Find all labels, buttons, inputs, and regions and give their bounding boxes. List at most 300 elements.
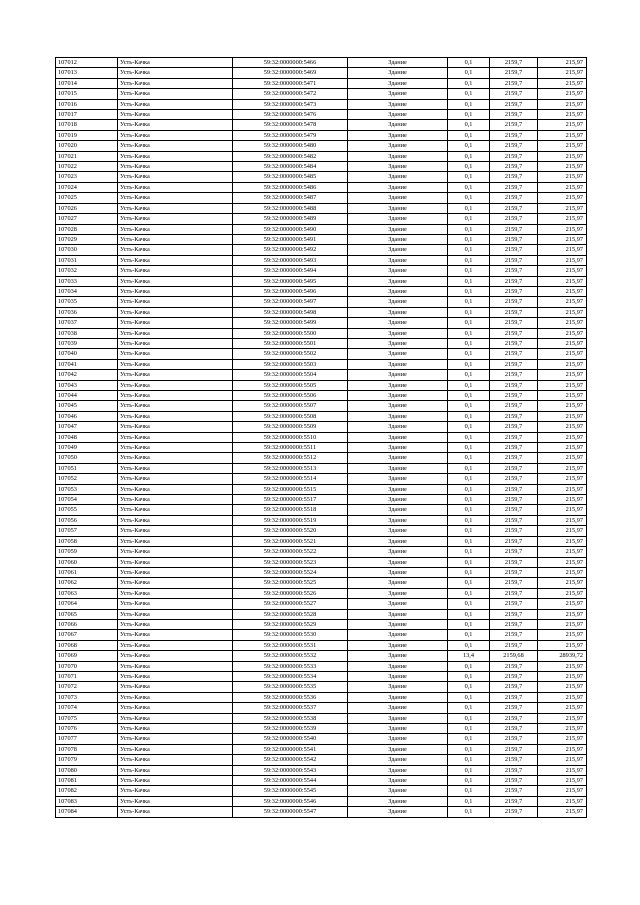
cell-total-value: 215,97 xyxy=(538,422,587,432)
cell-cadastral-number: 59:32:0000000:5538 xyxy=(233,713,348,723)
cell-locality: Усть-Качка xyxy=(118,172,233,182)
cell-object-type: Здание xyxy=(348,557,448,567)
cell-locality: Усть-Качка xyxy=(118,744,233,754)
table-row xyxy=(56,536,587,546)
cell-cadastral-number: 59:32:0000000:5466 xyxy=(233,58,348,68)
cell-area: 0,1 xyxy=(448,89,490,99)
cell-unit-value: 2159,68 xyxy=(490,651,538,661)
cell-object-type: Здание xyxy=(348,724,448,734)
cell-record-number: 107041 xyxy=(56,359,118,369)
cell-area: 0,1 xyxy=(448,724,490,734)
cell-record-number: 107069 xyxy=(56,651,118,661)
cell-unit-value: 2159,7 xyxy=(490,359,538,369)
cell-unit-value: 2159,7 xyxy=(490,515,538,525)
cell-locality: Усть-Качка xyxy=(118,338,233,348)
cell-record-number: 107015 xyxy=(56,89,118,99)
table-row xyxy=(56,671,587,681)
cell-area: 0,1 xyxy=(448,755,490,765)
cell-locality: Усть-Качка xyxy=(118,307,233,317)
cell-total-value: 215,97 xyxy=(538,630,587,640)
cell-record-number: 107021 xyxy=(56,151,118,161)
cell-area: 0,1 xyxy=(448,807,490,817)
cell-cadastral-number: 59:32:0000000:5487 xyxy=(233,193,348,203)
cell-unit-value: 2159,7 xyxy=(490,203,538,213)
cell-object-type: Здание xyxy=(348,734,448,744)
table-row xyxy=(56,495,587,505)
cell-object-type: Здание xyxy=(348,214,448,224)
cell-record-number: 107022 xyxy=(56,162,118,172)
cell-total-value: 215,97 xyxy=(538,599,587,609)
cell-locality: Усть-Качка xyxy=(118,734,233,744)
cell-locality: Усть-Качка xyxy=(118,411,233,421)
cell-locality: Усть-Качка xyxy=(118,515,233,525)
cell-record-number: 107073 xyxy=(56,692,118,702)
table-row xyxy=(56,78,587,88)
cell-unit-value: 2159,7 xyxy=(490,193,538,203)
cell-object-type: Здание xyxy=(348,328,448,338)
cell-unit-value: 2159,7 xyxy=(490,734,538,744)
cell-locality: Усть-Качка xyxy=(118,203,233,213)
cell-cadastral-number: 59:32:0000000:5521 xyxy=(233,536,348,546)
cell-unit-value: 2159,7 xyxy=(490,432,538,442)
cell-area: 0,1 xyxy=(448,682,490,692)
cell-area: 0,1 xyxy=(448,151,490,161)
cell-record-number: 107037 xyxy=(56,318,118,328)
cell-object-type: Здание xyxy=(348,474,448,484)
cell-object-type: Здание xyxy=(348,120,448,130)
cell-locality: Усть-Качка xyxy=(118,505,233,515)
cell-object-type: Здание xyxy=(348,578,448,588)
cell-unit-value: 2159,7 xyxy=(490,276,538,286)
table-row xyxy=(56,307,587,317)
cell-locality: Усть-Качка xyxy=(118,651,233,661)
cell-unit-value: 2159,7 xyxy=(490,370,538,380)
cell-total-value: 215,97 xyxy=(538,526,587,536)
table-row xyxy=(56,578,587,588)
cell-cadastral-number: 59:32:0000000:5506 xyxy=(233,391,348,401)
cell-cadastral-number: 59:32:0000000:5499 xyxy=(233,318,348,328)
cell-area: 0,1 xyxy=(448,172,490,182)
table-row xyxy=(56,755,587,765)
cell-record-number: 107020 xyxy=(56,141,118,151)
table-row xyxy=(56,214,587,224)
cell-total-value: 215,97 xyxy=(538,661,587,671)
cell-area: 0,1 xyxy=(448,297,490,307)
cell-object-type: Здание xyxy=(348,807,448,817)
table-row xyxy=(56,422,587,432)
cell-unit-value: 2159,7 xyxy=(490,89,538,99)
cell-locality: Усть-Качка xyxy=(118,661,233,671)
cell-cadastral-number: 59:32:0000000:5502 xyxy=(233,349,348,359)
cell-object-type: Здание xyxy=(348,68,448,78)
table-row xyxy=(56,640,587,650)
cell-total-value: 215,97 xyxy=(538,245,587,255)
cell-record-number: 107025 xyxy=(56,193,118,203)
cell-object-type: Здание xyxy=(348,110,448,120)
cell-object-type: Здание xyxy=(348,297,448,307)
cell-cadastral-number: 59:32:0000000:5498 xyxy=(233,307,348,317)
cell-total-value: 215,97 xyxy=(538,671,587,681)
cell-cadastral-number: 59:32:0000000:5541 xyxy=(233,744,348,754)
cell-cadastral-number: 59:32:0000000:5545 xyxy=(233,786,348,796)
cell-locality: Усть-Качка xyxy=(118,682,233,692)
cell-record-number: 107034 xyxy=(56,286,118,296)
cell-record-number: 107066 xyxy=(56,619,118,629)
cell-area: 0,1 xyxy=(448,599,490,609)
cell-cadastral-number: 59:32:0000000:5480 xyxy=(233,141,348,151)
cell-unit-value: 2159,7 xyxy=(490,578,538,588)
cell-record-number: 107075 xyxy=(56,713,118,723)
cell-locality: Усть-Качка xyxy=(118,713,233,723)
cell-unit-value: 2159,7 xyxy=(490,463,538,473)
cell-cadastral-number: 59:32:0000000:5540 xyxy=(233,734,348,744)
table-row xyxy=(56,630,587,640)
cell-area: 0,1 xyxy=(448,245,490,255)
table-row xyxy=(56,411,587,421)
cell-area: 0,1 xyxy=(448,255,490,265)
cell-cadastral-number: 59:32:0000000:5518 xyxy=(233,505,348,515)
cell-locality: Усть-Качка xyxy=(118,276,233,286)
cell-total-value: 215,97 xyxy=(538,515,587,525)
cell-record-number: 107076 xyxy=(56,724,118,734)
cell-record-number: 107052 xyxy=(56,474,118,484)
cell-area: 0,1 xyxy=(448,796,490,806)
cell-object-type: Здание xyxy=(348,588,448,598)
table-row xyxy=(56,391,587,401)
cell-locality: Усть-Качка xyxy=(118,58,233,68)
cell-locality: Усть-Качка xyxy=(118,193,233,203)
cell-cadastral-number: 59:32:0000000:5520 xyxy=(233,526,348,536)
cell-record-number: 107071 xyxy=(56,671,118,681)
cell-locality: Усть-Качка xyxy=(118,557,233,567)
cell-unit-value: 2159,7 xyxy=(490,495,538,505)
cell-cadastral-number: 59:32:0000000:5496 xyxy=(233,286,348,296)
cell-object-type: Здание xyxy=(348,526,448,536)
cell-record-number: 107031 xyxy=(56,255,118,265)
cell-unit-value: 2159,7 xyxy=(490,619,538,629)
cell-total-value: 215,97 xyxy=(538,453,587,463)
cell-area: 0,1 xyxy=(448,214,490,224)
table-row xyxy=(56,318,587,328)
table-row xyxy=(56,338,587,348)
cell-locality: Усть-Качка xyxy=(118,182,233,192)
cell-unit-value: 2159,7 xyxy=(490,401,538,411)
cell-total-value: 215,97 xyxy=(538,141,587,151)
cell-object-type: Здание xyxy=(348,89,448,99)
table-row xyxy=(56,193,587,203)
cell-area: 0,1 xyxy=(448,609,490,619)
cell-area: 0,1 xyxy=(448,536,490,546)
cell-object-type: Здание xyxy=(348,755,448,765)
cell-total-value: 215,97 xyxy=(538,266,587,276)
table-row xyxy=(56,526,587,536)
cell-unit-value: 2159,7 xyxy=(490,162,538,172)
table-row xyxy=(56,734,587,744)
table-row xyxy=(56,58,587,68)
cell-total-value: 215,97 xyxy=(538,214,587,224)
cell-locality: Усть-Качка xyxy=(118,495,233,505)
cell-total-value: 215,97 xyxy=(538,411,587,421)
table-row xyxy=(56,692,587,702)
cell-total-value: 215,97 xyxy=(538,276,587,286)
cell-object-type: Здание xyxy=(348,692,448,702)
table-row xyxy=(56,744,587,754)
cell-total-value: 215,97 xyxy=(538,193,587,203)
cell-locality: Усть-Качка xyxy=(118,776,233,786)
cell-cadastral-number: 59:32:0000000:5510 xyxy=(233,432,348,442)
cell-area: 0,1 xyxy=(448,515,490,525)
cell-record-number: 107053 xyxy=(56,484,118,494)
cell-record-number: 107016 xyxy=(56,99,118,109)
cell-locality: Усть-Качка xyxy=(118,130,233,140)
cell-locality: Усть-Качка xyxy=(118,141,233,151)
cell-unit-value: 2159,7 xyxy=(490,474,538,484)
cell-unit-value: 2159,7 xyxy=(490,661,538,671)
cell-total-value: 215,97 xyxy=(538,99,587,109)
cell-unit-value: 2159,7 xyxy=(490,68,538,78)
cell-unit-value: 2159,7 xyxy=(490,422,538,432)
cell-unit-value: 2159,7 xyxy=(490,99,538,109)
cell-cadastral-number: 59:32:0000000:5527 xyxy=(233,599,348,609)
cell-locality: Усть-Качка xyxy=(118,484,233,494)
cell-unit-value: 2159,7 xyxy=(490,349,538,359)
cell-record-number: 107013 xyxy=(56,68,118,78)
cell-record-number: 107084 xyxy=(56,807,118,817)
cell-unit-value: 2159,7 xyxy=(490,671,538,681)
table-row xyxy=(56,151,587,161)
table-row xyxy=(56,453,587,463)
cell-unit-value: 2159,7 xyxy=(490,182,538,192)
cell-cadastral-number: 59:32:0000000:5530 xyxy=(233,630,348,640)
cell-total-value: 215,97 xyxy=(538,713,587,723)
cell-cadastral-number: 59:32:0000000:5505 xyxy=(233,380,348,390)
cell-locality: Усть-Качка xyxy=(118,671,233,681)
cell-object-type: Здание xyxy=(348,172,448,182)
cell-object-type: Здание xyxy=(348,796,448,806)
cell-area: 0,1 xyxy=(448,567,490,577)
cell-unit-value: 2159,7 xyxy=(490,567,538,577)
cell-unit-value: 2159,7 xyxy=(490,338,538,348)
cell-cadastral-number: 59:32:0000000:5542 xyxy=(233,755,348,765)
cell-record-number: 107068 xyxy=(56,640,118,650)
table-row xyxy=(56,349,587,359)
cell-total-value: 215,97 xyxy=(538,318,587,328)
cell-object-type: Здание xyxy=(348,224,448,234)
cell-locality: Усть-Качка xyxy=(118,349,233,359)
table-row xyxy=(56,765,587,775)
table-row xyxy=(56,807,587,817)
cell-unit-value: 2159,7 xyxy=(490,807,538,817)
cell-locality: Усть-Качка xyxy=(118,78,233,88)
cell-unit-value: 2159,7 xyxy=(490,682,538,692)
cell-object-type: Здание xyxy=(348,203,448,213)
cell-locality: Усть-Качка xyxy=(118,151,233,161)
cell-unit-value: 2159,7 xyxy=(490,318,538,328)
cell-object-type: Здание xyxy=(348,609,448,619)
cell-area: 0,1 xyxy=(448,443,490,453)
cell-area: 0,1 xyxy=(448,588,490,598)
table-row xyxy=(56,380,587,390)
table-row xyxy=(56,484,587,494)
cell-unit-value: 2159,7 xyxy=(490,443,538,453)
cell-record-number: 107050 xyxy=(56,453,118,463)
cell-object-type: Здание xyxy=(348,359,448,369)
cell-record-number: 107023 xyxy=(56,172,118,182)
cell-total-value: 215,97 xyxy=(538,130,587,140)
cell-unit-value: 2159,7 xyxy=(490,141,538,151)
cell-record-number: 107039 xyxy=(56,338,118,348)
cell-cadastral-number: 59:32:0000000:5504 xyxy=(233,370,348,380)
cell-unit-value: 2159,7 xyxy=(490,307,538,317)
cell-cadastral-number: 59:32:0000000:5482 xyxy=(233,151,348,161)
cell-unit-value: 2159,7 xyxy=(490,58,538,68)
cell-unit-value: 2159,7 xyxy=(490,786,538,796)
cell-locality: Усть-Качка xyxy=(118,370,233,380)
cell-record-number: 107074 xyxy=(56,703,118,713)
cell-cadastral-number: 59:32:0000000:5528 xyxy=(233,609,348,619)
cell-unit-value: 2159,7 xyxy=(490,505,538,515)
cell-cadastral-number: 59:32:0000000:5484 xyxy=(233,162,348,172)
cell-total-value: 215,97 xyxy=(538,734,587,744)
cell-total-value: 215,97 xyxy=(538,328,587,338)
cell-record-number: 107019 xyxy=(56,130,118,140)
cell-area: 0,1 xyxy=(448,130,490,140)
table-row xyxy=(56,182,587,192)
cell-unit-value: 2159,7 xyxy=(490,286,538,296)
cell-object-type: Здание xyxy=(348,651,448,661)
cell-unit-value: 2159,7 xyxy=(490,411,538,421)
cell-total-value: 215,97 xyxy=(538,567,587,577)
cell-total-value: 215,97 xyxy=(538,370,587,380)
cell-area: 0,1 xyxy=(448,328,490,338)
cell-cadastral-number: 59:32:0000000:5536 xyxy=(233,692,348,702)
cell-object-type: Здание xyxy=(348,318,448,328)
cell-area: 0,1 xyxy=(448,380,490,390)
table-row xyxy=(56,162,587,172)
cell-area: 0,1 xyxy=(448,734,490,744)
cell-object-type: Здание xyxy=(348,443,448,453)
cell-cadastral-number: 59:32:0000000:5489 xyxy=(233,214,348,224)
cell-cadastral-number: 59:32:0000000:5543 xyxy=(233,765,348,775)
cell-record-number: 107017 xyxy=(56,110,118,120)
cell-locality: Усть-Качка xyxy=(118,234,233,244)
cell-locality: Усть-Качка xyxy=(118,453,233,463)
cell-object-type: Здание xyxy=(348,380,448,390)
cell-cadastral-number: 59:32:0000000:5490 xyxy=(233,224,348,234)
cell-unit-value: 2159,7 xyxy=(490,130,538,140)
cell-area: 0,1 xyxy=(448,68,490,78)
cell-total-value: 215,97 xyxy=(538,703,587,713)
cell-object-type: Здание xyxy=(348,671,448,681)
cell-unit-value: 2159,7 xyxy=(490,245,538,255)
table-row xyxy=(56,224,587,234)
cell-area: 0,1 xyxy=(448,193,490,203)
cell-record-number: 107081 xyxy=(56,776,118,786)
cell-cadastral-number: 59:32:0000000:5537 xyxy=(233,703,348,713)
cell-unit-value: 2159,7 xyxy=(490,484,538,494)
cell-object-type: Здание xyxy=(348,193,448,203)
cell-cadastral-number: 59:32:0000000:5494 xyxy=(233,266,348,276)
cell-unit-value: 2159,7 xyxy=(490,557,538,567)
cell-record-number: 107012 xyxy=(56,58,118,68)
cell-cadastral-number: 59:32:0000000:5501 xyxy=(233,338,348,348)
cell-total-value: 215,97 xyxy=(538,744,587,754)
cell-area: 0,1 xyxy=(448,630,490,640)
cell-cadastral-number: 59:32:0000000:5539 xyxy=(233,724,348,734)
cell-record-number: 107054 xyxy=(56,495,118,505)
cell-unit-value: 2159,7 xyxy=(490,151,538,161)
cell-object-type: Здание xyxy=(348,567,448,577)
cell-total-value: 215,97 xyxy=(538,765,587,775)
cell-locality: Усть-Качка xyxy=(118,89,233,99)
cell-object-type: Здание xyxy=(348,130,448,140)
cell-total-value: 215,97 xyxy=(538,391,587,401)
cell-cadastral-number: 59:32:0000000:5524 xyxy=(233,567,348,577)
cell-locality: Усть-Качка xyxy=(118,297,233,307)
cell-unit-value: 2159,7 xyxy=(490,713,538,723)
cell-total-value: 215,97 xyxy=(538,588,587,598)
cell-object-type: Здание xyxy=(348,151,448,161)
cell-record-number: 107083 xyxy=(56,796,118,806)
cell-unit-value: 2159,7 xyxy=(490,391,538,401)
cell-record-number: 107082 xyxy=(56,786,118,796)
cell-locality: Усть-Качка xyxy=(118,703,233,713)
cell-area: 0,1 xyxy=(448,526,490,536)
cell-unit-value: 2159,7 xyxy=(490,588,538,598)
cell-record-number: 107014 xyxy=(56,78,118,88)
table-body xyxy=(56,58,587,818)
cell-cadastral-number: 59:32:0000000:5507 xyxy=(233,401,348,411)
cell-locality: Усть-Качка xyxy=(118,588,233,598)
cell-area: 0,1 xyxy=(448,547,490,557)
cell-unit-value: 2159,7 xyxy=(490,640,538,650)
cell-cadastral-number: 59:32:0000000:5512 xyxy=(233,453,348,463)
cell-record-number: 107040 xyxy=(56,349,118,359)
cell-cadastral-number: 59:32:0000000:5503 xyxy=(233,359,348,369)
cell-area: 0,1 xyxy=(448,120,490,130)
cell-total-value: 215,97 xyxy=(538,432,587,442)
table-row xyxy=(56,724,587,734)
cell-area: 0,1 xyxy=(448,58,490,68)
cell-cadastral-number: 59:32:0000000:5469 xyxy=(233,68,348,78)
table-row xyxy=(56,443,587,453)
cell-total-value: 215,97 xyxy=(538,68,587,78)
cell-locality: Усть-Качка xyxy=(118,68,233,78)
cell-area: 0,1 xyxy=(448,307,490,317)
cell-unit-value: 2159,7 xyxy=(490,453,538,463)
cell-locality: Усть-Качка xyxy=(118,120,233,130)
cell-object-type: Здание xyxy=(348,713,448,723)
cell-total-value: 215,97 xyxy=(538,89,587,99)
cell-object-type: Здание xyxy=(348,349,448,359)
cell-object-type: Здание xyxy=(348,141,448,151)
table-row xyxy=(56,203,587,213)
cell-cadastral-number: 59:32:0000000:5547 xyxy=(233,807,348,817)
cell-record-number: 107065 xyxy=(56,609,118,619)
table-row xyxy=(56,796,587,806)
cell-total-value: 215,97 xyxy=(538,151,587,161)
cell-total-value: 215,97 xyxy=(538,724,587,734)
cell-cadastral-number: 59:32:0000000:5492 xyxy=(233,245,348,255)
cell-cadastral-number: 59:32:0000000:5472 xyxy=(233,89,348,99)
table-row xyxy=(56,68,587,78)
cell-object-type: Здание xyxy=(348,744,448,754)
cell-object-type: Здание xyxy=(348,401,448,411)
cell-record-number: 107047 xyxy=(56,422,118,432)
cell-cadastral-number: 59:32:0000000:5478 xyxy=(233,120,348,130)
cell-area: 0,1 xyxy=(448,110,490,120)
cell-total-value: 215,97 xyxy=(538,78,587,88)
